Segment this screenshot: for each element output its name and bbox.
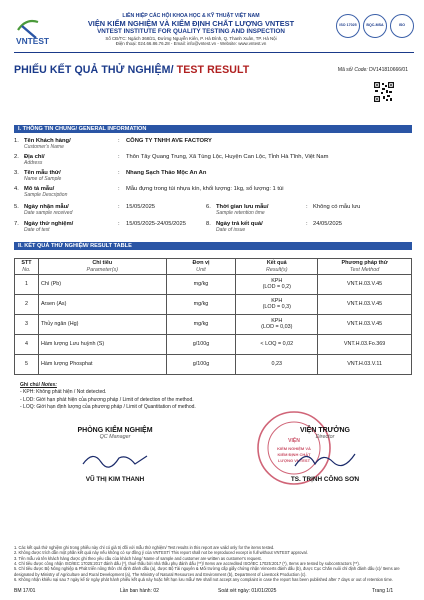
report-code: Mã số/ Code: DV141810666/01 [337,67,408,73]
institute-name-en: VNTEST INSTITUTE FOR QUALITY TESTING AND INSPECTION [97,28,285,36]
section-general-information: I. THÔNG TIN CHUNG/ GENERAL INFORMATION [14,125,412,133]
notes [20,382,196,411]
form-code: BM 17/01 [14,588,36,594]
cert-logo-1: ISO 17025 [336,14,360,38]
note-item: - LOD: Giới hạn phát hiện của phương pháp / Limit of detection of the method. [20,396,194,403]
info-row-test-date: 7. Ngày thử nghiệm/ Date of test : 15/05/2025-24/05/2025 [14,221,186,233]
svg-text:LƯỢNG VNTEST: LƯỢNG VNTEST [277,458,311,463]
institute-header [66,14,316,46]
svg-text:KIỂM ĐỊNH CHẤT: KIỂM ĐỊNH CHẤT [277,452,311,457]
svg-text:VNTEST: VNTEST [16,36,50,46]
cert-logo-3: ISO [390,14,414,38]
col-header-method: Phương pháp thử Test Method [318,259,412,275]
info-row-sample-description: 4. Mô tả mẫu/ Sample Description : Mẫu đựng trong túi nhựa kín, khối lượng: 1kg, số lượng: 1 túi [14,186,284,198]
table-row: 3 Thủy ngân (Hg) mg/kg KPH (LOD = 0,03) VNT.H.03.V.45 [15,315,412,335]
handwritten-signature-right [285,446,365,474]
institute-contact: Điện thoại: 024.66.86.76.28 - Email: info@vntest.vn - Website: www.vntest.vn [115,40,267,46]
svg-text:VIỆN: VIỆN [288,438,300,444]
institute-address: Số CĐ/TC: Ngách 368/21, Đường Nguyễn Kiên, P. Hà Đình, Q. Thanh Xuân, TP. Hà Nội [105,35,277,41]
table-header-row [15,259,412,275]
issue-number: Lần ban hành: 02 [120,588,159,594]
qr-code-icon [374,82,394,102]
cert-logo-2: BQC-MSA [363,14,387,38]
info-row-address: 2. Địa chỉ/ Address : Thôn Tây Quang Trung, Xã Tùng Lộc, Huyện Can Lộc, Tỉnh Hà Tĩnh, Việt Nam [14,154,329,166]
handwritten-signature-left [75,446,155,474]
col-header-result: Kết quả Result(s) [236,259,318,275]
table-row: 4 Hàm lượng Lưu huỳnh (S) g/100g < LOQ = 0,02 VNT.H.03.Fo.369 [15,335,412,355]
accreditation-logos [336,14,414,38]
table-row: 1 Chì (Pb) mg/kg KPH (LOD = 0,2) VNT.H.03.V.45 [15,275,412,295]
info-row-issue-date: 8. Ngày trả kết quả/ Date of issue : 24/05/2025 [206,221,343,233]
col-header-parameter: Chỉ tiêu Parameter(s) [38,259,166,275]
vntest-logo [14,16,60,46]
info-row-sample-name: 3. Tên mẫu thử/ Name of Sample : Nhang Sạch Thảo Mộc An An [14,170,207,182]
page-number: Trang 1/1 [372,588,394,594]
info-row-date-received: 5. Ngày nhận mẫu/ Date sample received : 15/05/2025 [14,204,156,216]
section-result-table: II. KẾT QUẢ THỬ NGHIỆM/ RESULT TABLE [14,242,412,250]
info-row-retention-time: 6. Thời gian lưu mẫu/ Sample retention time : Không có mẫu lưu [206,204,361,216]
report-title: PHIẾU KẾT QUẢ THỬ NGHIỆM/ TEST RESULT [14,64,250,76]
col-header-no: STT No. [15,259,39,275]
table-row: 5 Hàm lượng Phosphat g/100g 0,23 VNT.H.03.V.11 [15,355,412,375]
table-row: 2 Arsen (As) mg/kg KPH (LOD = 0,3) VNT.H.03.V.45 [15,295,412,315]
info-row-customer: 1. Tên Khách hàng/ Customer's Name : CÔNG TY TNHH AVE FACTORY [14,138,212,150]
note-item: - LOQ: Giới hạn định lượng của phương pháp / Limit of Quantitation of method. [20,403,196,410]
federation-name: LIÊN HIỆP CÁC HỘI KHOA HỌC & KỸ THUẬT VIỆT NAM [122,13,260,19]
page-footer [0,586,424,600]
result-table [14,258,412,375]
institute-name-vi: VIỆN KIỂM NGHIỆM VÀ KIỂM ĐỊNH CHẤT LƯỢNG VNTEST [87,18,295,28]
col-header-unit: Đơn vị Unit [166,259,236,275]
signature-qc-manager: PHÒNG KIỂM NGHIỆM QC Manager VŨ THỊ KIM THANH [40,427,190,483]
review-date: Soát xét ngày: 01/01/2025 [218,588,277,594]
header-divider [14,52,414,53]
notes-heading: Ghi chú/ Notes: [20,382,57,388]
terms-fine-print: 1. Các kết quả thử nghiệm ghi trong phiếu này chỉ có giá trị đối với mẫu thử nghiệm/ Test results in this report are valid only for the items tested. 2. Không được trích dẫn một phần kết quả này nếu không có sự đồng ý của VNTEST/ This report shall not be reproduced except in full without VNTEST approval. 3. Tên mẫu và tên khách hàng được ghi theo yêu cầu của khách hàng/ Name of sample and customer are written as customer's request. 4. Chỉ tiêu được công nhận ISO/IEC 17025:2017 đánh dấu (*), thuê thầu bởi nhà thầu phụ đánh dấu (**)/ Items are accredited ISO/IEC 17025:2017 (*), Items are tested by subcontractors (**). 5. Chỉ tiêu được Bộ Nông nghiệp & Phát triển nông thôn chỉ định đánh dấu (a), được Bộ Tài nguyên & Môi trường cấp giấy chứng nhận Vimcerts đánh dấu (b), được Cục Chăn nuôi chỉ định đánh dấu (c)/ Items are designated by Ministry of Agriculture and Rural Development (a), The Ministry of Natural Resources and Environment (b), Department of Livestock Production (c). 6. Không nhận khiếu nại sau 7 ngày kể từ ngày phát hành phiếu kết quả này hoặc hết hạn lưu mẫu/ We shall not accept any complaint in case the report has been published after 7 days or out of retention time. [14,545,400,582]
svg-text:KIỂM NGHIỆM VÀ: KIỂM NGHIỆM VÀ [277,446,311,451]
signature-director: VIỆN TRƯỞNG Director TS. TRỊNH CÔNG SƠN [250,427,400,483]
note-item: - KPH: Không phát hiện / Not detected. [20,389,107,396]
